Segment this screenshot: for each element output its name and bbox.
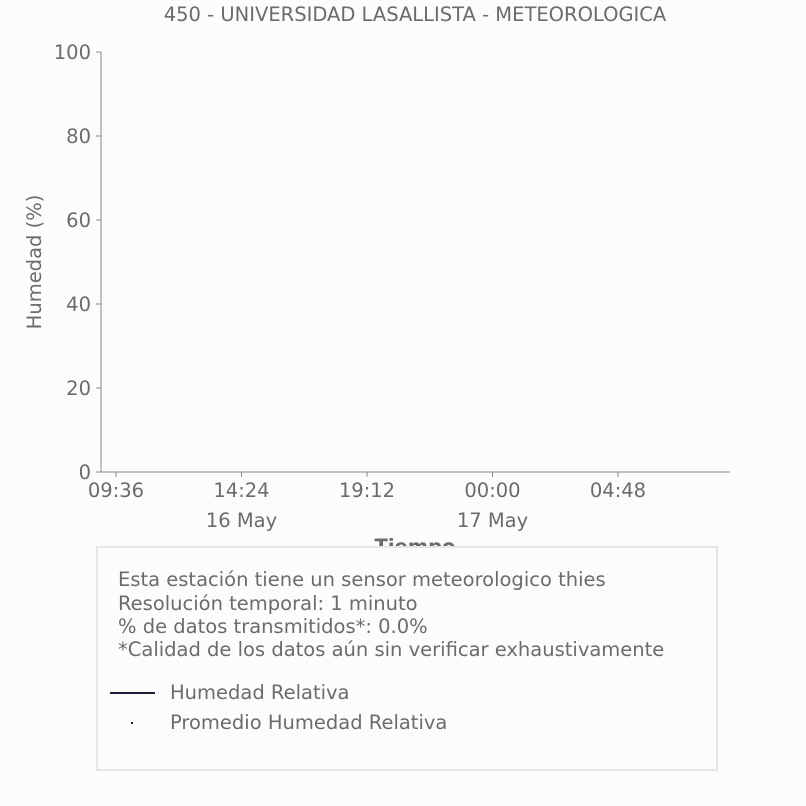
x-tick-label: 04:48 [589, 479, 647, 502]
legend-label: Promedio Humedad Relativa [170, 711, 448, 734]
x-tick-date-label: 17 May [456, 509, 529, 532]
x-tick-label: 14:24 [213, 479, 270, 502]
x-tick-label: 00:00 [464, 479, 521, 502]
chart-title: 450 - UNIVERSIDAD LASALLISTA - METEOROLOGICA [163, 3, 667, 26]
y-tick-label: 80 [66, 125, 91, 148]
y-tick-label: 100 [53, 41, 91, 64]
y-tick-label: 0 [78, 461, 91, 484]
legend-label: Humedad Relativa [170, 681, 350, 704]
y-tick-label: 20 [66, 377, 91, 400]
info-quality-note: *Calidad de los datos aún sin verificar exhaustivamente [118, 638, 665, 661]
info-sensor-text: Esta estación tiene un sensor meteorologico thies [118, 568, 606, 591]
x-tick-date-label: 16 May [205, 509, 278, 532]
y-tick-label: 60 [66, 209, 91, 232]
y-axis-label: Humedad (%) [23, 194, 46, 330]
x-tick-label: 09:36 [87, 479, 145, 502]
info-transmitted-text: % de datos transmitidos*: 0.0% [118, 615, 428, 638]
x-tick-label: 19:12 [338, 479, 396, 502]
info-legend-box [96, 546, 718, 771]
info-resolution-text: Resolución temporal: 1 minuto [118, 592, 418, 615]
y-tick-label: 40 [66, 293, 91, 316]
legend-dot-marker [131, 722, 133, 724]
legend-line-marker [110, 692, 155, 694]
